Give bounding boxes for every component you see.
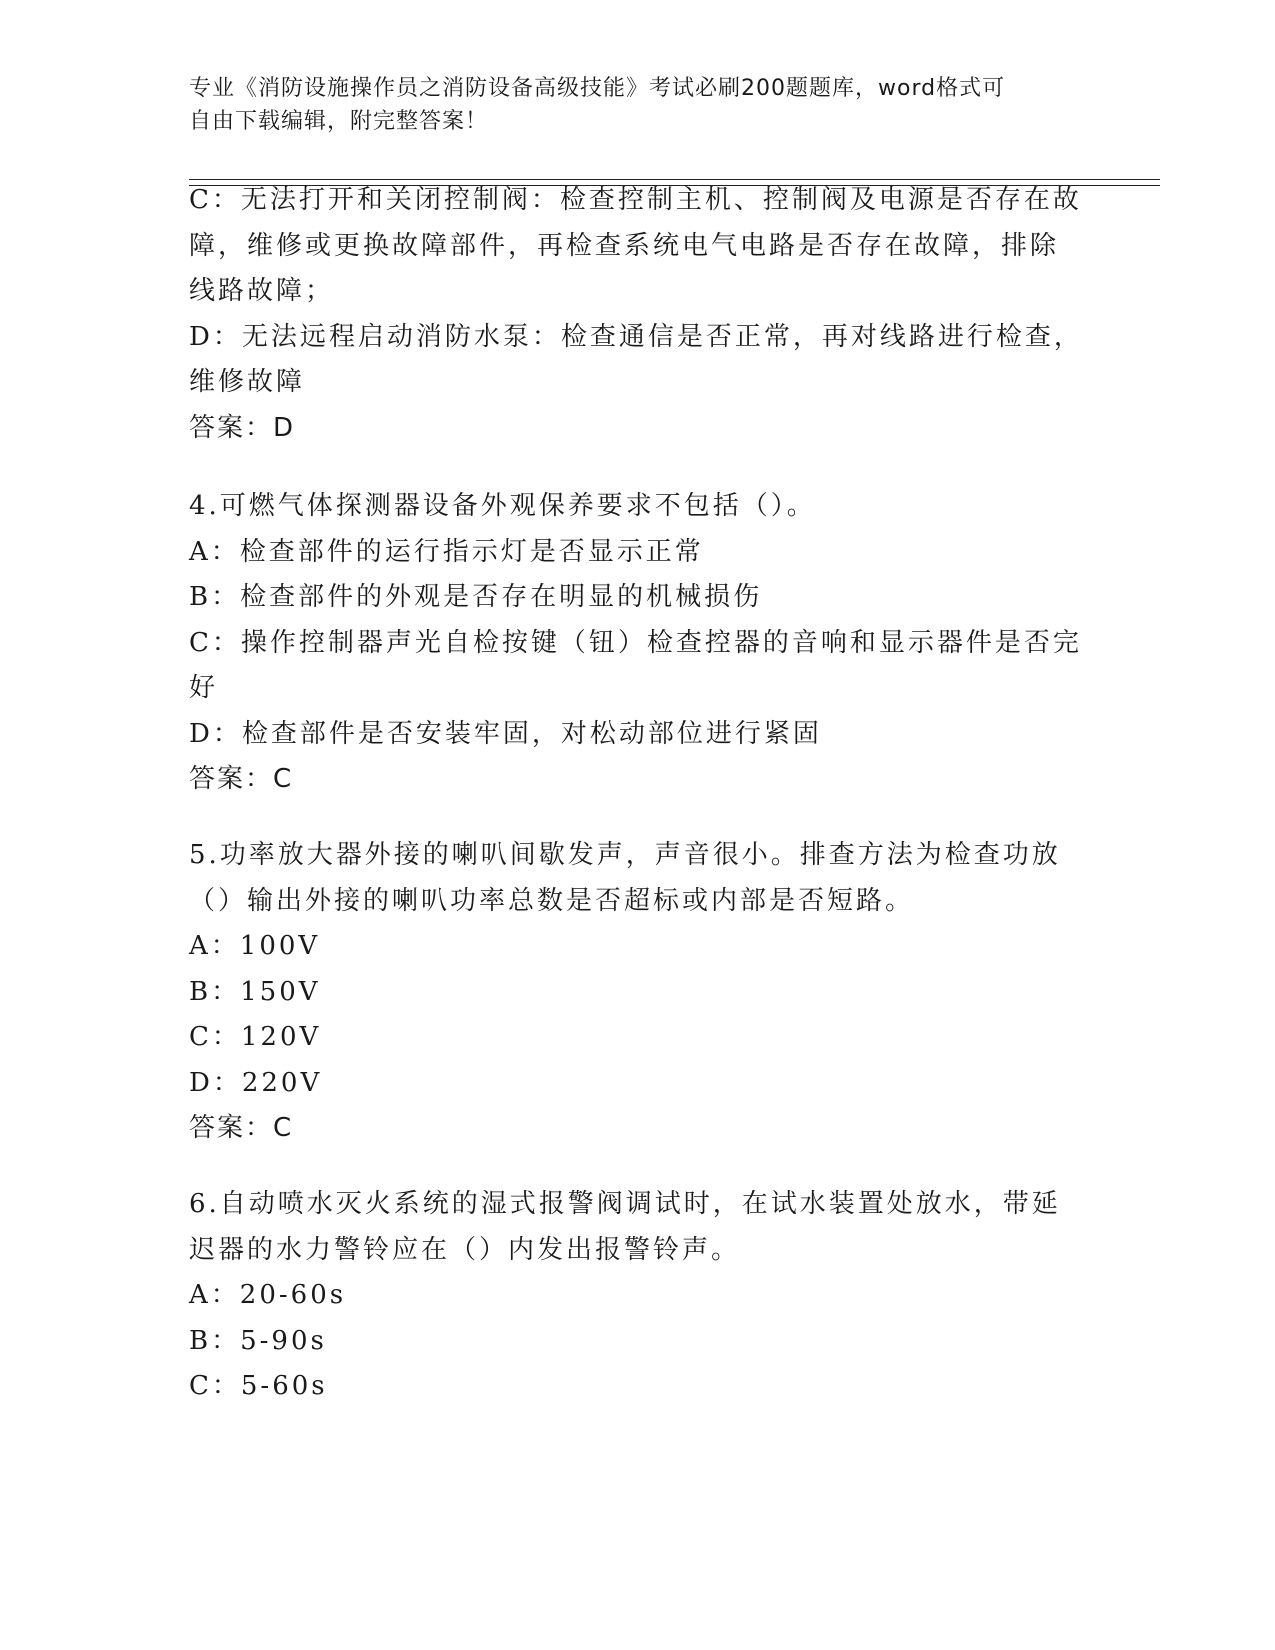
question-6 [189,1182,1089,1410]
answer-value: C [273,1113,294,1143]
option-d: D：220V [189,1067,323,1098]
option-d: D：检查部件是否安装牢固，对松动部位进行紧固 [189,718,822,749]
answer-label: 答案： [189,1113,274,1143]
answer-value: C [273,764,294,794]
option-a: A：100V [189,931,321,961]
question-text: 4.可燃气体探测器设备外观保养要求不包括（）。 [189,491,816,521]
option-b: B：150V [189,976,321,1007]
option-c-line: 障，维修或更换故障部件，再检查系统电气电路是否存在故障，排除 [189,230,1060,261]
option-a: A：检查部件的运行指示灯是否显示正常 [189,536,704,567]
option-d-line: D：无法远程启动消防水泵：检查通信是否正常，再对线路进行检查， [189,321,1083,352]
option-d-line: 维修故障 [189,367,306,397]
option-c: C：5-60s [189,1371,328,1401]
header-title-line-2: 自由下载编辑，附完整答案！ [189,109,489,134]
document-header [189,72,1089,138]
answer [189,1106,1089,1152]
answer [189,406,1089,452]
answer [189,757,1089,803]
option-c-line: 线路故障； [189,276,335,306]
question-5 [189,833,1089,1152]
answer-label: 答案： [189,764,274,794]
option-c: C：120V [189,1022,322,1052]
question-text: 6.自动喷水灭火系统的湿式报警阀调试时，在试水装置处放水，带延 [189,1189,1061,1219]
option-a: A：20-60s [189,1280,347,1310]
question-3-continued [189,178,1089,451]
option-c-line: C：无法打开和关闭控制阀：检查控制主机、控制阀及电源是否存在故 [189,185,1082,215]
answer-label: 答案： [189,412,274,443]
question-text: （）输出外接的喇叭功率总数是否超标或内部是否短路。 [189,885,915,916]
header-title-line-1: 专业《消防设施操作员之消防设备高级技能》考试必刷200题题库，word格式可 [189,76,1006,101]
option-c-line: 好 [189,673,219,703]
question-4 [189,484,1089,803]
question-text: 迟器的水力警铃应在（）内发出报警铃声。 [189,1234,741,1265]
option-b: B：检查部件的外观是否存在明显的机械损伤 [189,582,763,612]
answer-value: D [273,412,296,443]
option-c-line: C：操作控制器声光自检按键（钮）检查控器的音响和显示器件是否完 [189,627,1082,658]
question-text: 5.功率放大器外接的喇叭间歇发声，声音很小。排查方法为检查功放 [189,840,1061,870]
option-b: B：5-90s [189,1325,327,1356]
